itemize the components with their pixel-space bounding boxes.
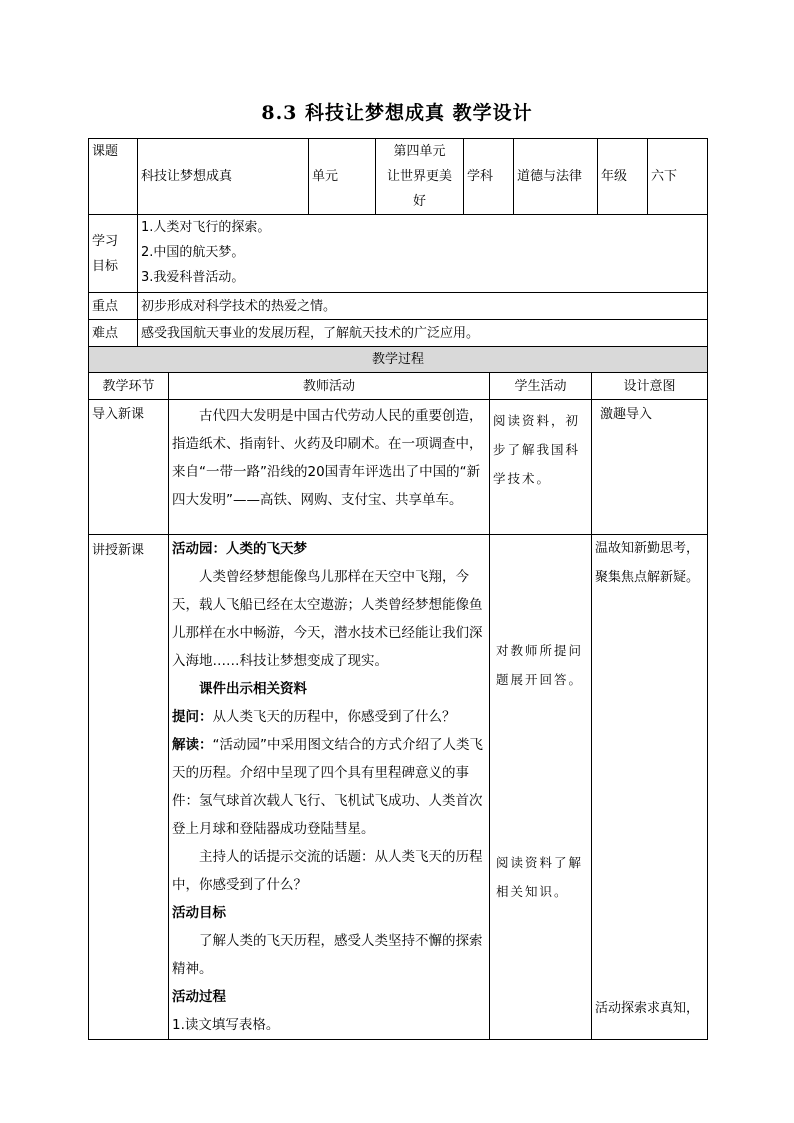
col-student: 学生活动 xyxy=(490,373,592,400)
design-review: 温故知新勤思考，聚集焦点解新疑。 xyxy=(595,541,700,585)
goal-item: 1.人类对飞行的探索。 xyxy=(141,220,271,235)
topic-value: 科技让梦想成真 xyxy=(138,139,309,215)
goal-item: 3.我爱科普活动。 xyxy=(141,270,245,285)
goal-heading: 活动目标 xyxy=(172,905,226,921)
process-heading: 活动过程 xyxy=(172,989,226,1005)
host-prompt: 主持人的话提示交流的话题：从人类飞天的历程中，你感受到了什么？ xyxy=(172,849,483,893)
intro-student: 阅读资料，初步了解我国科学技术。 xyxy=(490,400,592,535)
key-label: 重点 xyxy=(89,293,138,320)
lecture-stage: 讲授新课 xyxy=(89,535,169,1040)
goal-text: 了解人类的飞天历程，感受人类坚持不懈的探索精神。 xyxy=(172,933,483,977)
goals-label: 学习 目标 xyxy=(89,215,138,293)
difficulty-label: 难点 xyxy=(89,320,138,347)
topic-label: 课题 xyxy=(89,139,138,215)
process-table xyxy=(88,346,708,1040)
info-table xyxy=(88,138,708,347)
lecture-design xyxy=(592,535,708,1040)
process-header: 教学过程 xyxy=(89,347,708,373)
subject-label: 学科 xyxy=(464,139,514,215)
intro-design: 激趣导入 xyxy=(592,400,708,535)
col-design: 设计意图 xyxy=(592,373,708,400)
subject-value: 道德与法律 xyxy=(514,139,598,215)
activity-intro: 人类曾经梦想能像鸟儿那样在天空中飞翔，今天，载人飞船已经在太空遨游；人类曾经梦想能像鱼儿那样在水中畅游，今天，潜水技术已经能让我们深入海地……科技让梦想变成了现实。 xyxy=(172,569,483,669)
question-line: 提问：从人类飞天的历程中，你感受到了什么？ xyxy=(172,709,456,725)
unit-label: 单元 xyxy=(309,139,376,215)
grade-value: 六下 xyxy=(648,139,708,215)
unit-value: 第四单元 让世界更美 好 xyxy=(376,139,464,215)
goal-item: 2.中国的航天梦。 xyxy=(141,245,245,260)
grade-label: 年级 xyxy=(598,139,648,215)
intro-stage: 导入新课 xyxy=(89,400,169,535)
design-explore: 活动探索求真知， xyxy=(595,1001,700,1016)
reading-line: 解读：“活动园”中采用图文结合的方式介绍了人类飞天的历程。介绍中呈现了四个具有里程碑意义的事件：氢气球首次载人飞行、飞机试飞成功、人类首次登上月球和登陆器成功登陆彗星。 xyxy=(172,737,483,837)
page-title: 8.3 科技让梦想成真 教学设计 xyxy=(261,102,533,124)
difficulty-value: 感受我国航天事业的发展历程，了解航天技术的广泛应用。 xyxy=(138,320,708,347)
intro-teacher: 古代四大发明是中国古代劳动人民的重要创造，指造纸术、指南针、火药及印刷术。在一项调查中，来自“一带一路”沿线的20国青年评选出了中国的“新四大发明”——高铁、网购、支付宝、共享单车。 xyxy=(169,400,490,535)
process-step: 1.读文填写表格。 xyxy=(172,1017,280,1033)
activity-heading: 活动园：人类的飞天梦 xyxy=(172,541,307,557)
col-teacher: 教师活动 xyxy=(169,373,490,400)
goals-list xyxy=(138,215,708,293)
student-answer: 对教师所提问题展开回答。 xyxy=(496,643,584,687)
key-value: 初步形成对科学技术的热爱之情。 xyxy=(138,293,708,320)
col-stage: 教学环节 xyxy=(89,373,169,400)
student-read: 阅读资料了解相关知识。 xyxy=(496,855,584,899)
lecture-teacher xyxy=(169,535,490,1040)
lecture-student xyxy=(490,535,592,1040)
courseware-heading: 课件出示相关资料 xyxy=(199,681,307,697)
